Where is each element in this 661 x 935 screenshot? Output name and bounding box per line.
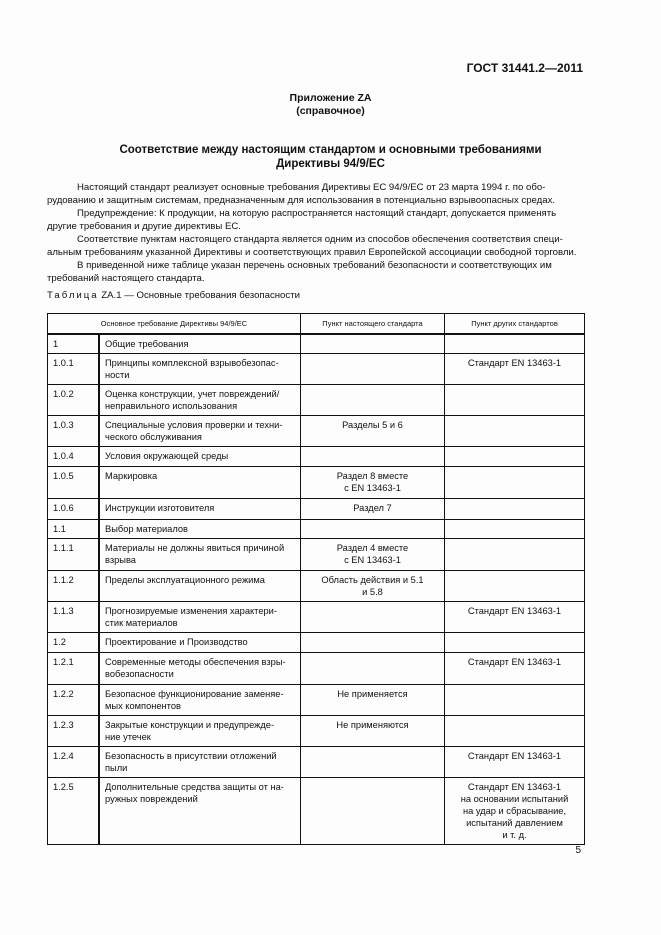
row-number: 1.2.3 [48, 716, 100, 747]
table-row [48, 385, 585, 416]
table-row [48, 778, 585, 845]
table-row [48, 747, 585, 778]
row-number: 1.0.3 [48, 416, 100, 447]
header-directive: Основное требование Директивы 94/9/ЕС [48, 314, 301, 335]
requirement-text: Пределы эксплуатационного режима [99, 571, 301, 602]
requirement-text: Закрытые конструкции и предупрежде- ние утечек [99, 716, 301, 747]
table-row [48, 716, 585, 747]
other-standards [445, 539, 585, 571]
requirement-text: Безопасность в присутствии отложений пыли [99, 747, 301, 778]
other-standards: Стандарт EN 13463-1 [445, 602, 585, 633]
standard-clause [301, 653, 445, 685]
annex-name: Приложение ZA [289, 92, 372, 104]
table-row [48, 633, 585, 653]
standard-clause: Раздел 7 [301, 499, 445, 520]
table-row [48, 520, 585, 539]
requirements-table [47, 313, 585, 845]
table-row [48, 602, 585, 633]
table-row [48, 571, 585, 602]
other-standards [445, 633, 585, 653]
table-caption [47, 290, 300, 301]
annex-title [0, 143, 661, 171]
row-number: 1.1.2 [48, 571, 100, 602]
paragraph: Соответствие пунктам настоящего стандарта является одним из способов обеспечения соответствия специ- альным требованиям указанной Директивы и соответствующих правил Европейской ассоциации свободной торговли. [47, 234, 577, 258]
annex-type: (справочное) [296, 105, 365, 117]
title-line-2: Директивы 94/9/ЕС [276, 158, 385, 170]
row-number: 1.2.4 [48, 747, 100, 778]
other-standards [445, 520, 585, 539]
table-row [48, 467, 585, 499]
standard-clause: Раздел 4 вместе с EN 13463-1 [301, 539, 445, 571]
table-row [48, 653, 585, 685]
requirement-text: Выбор материалов [99, 520, 301, 539]
paragraph: Предупреждение: К продукции, на которую распространяется настоящий стандарт, допускается применять другие требования и другие директивы ЕС. [47, 208, 557, 232]
standard-clause [301, 633, 445, 653]
requirement-text: Материалы не должны явиться причиной взрыва [99, 539, 301, 571]
header-clause: Пункт настоящего стандарта [301, 314, 445, 335]
paragraph: Настоящий стандарт реализует основные требования Директивы ЕС 94/9/ЕС от 23 марта 1994 г. по обо- рудованию и защитным системам, предназначенным для использования в потенциально взрывоопасных средах. [47, 182, 556, 206]
table-row [48, 354, 585, 385]
other-standards [445, 385, 585, 416]
other-standards: Стандарт EN 13463-1 [445, 354, 585, 385]
other-standards [445, 416, 585, 447]
requirement-text: Принципы комплексной взрывобезопас- ности [99, 354, 301, 385]
table-row [48, 539, 585, 571]
other-standards [445, 447, 585, 467]
annex-heading [0, 92, 661, 118]
standard-clause [301, 354, 445, 385]
requirement-text: Современные методы обеспечения взры- вобезопасности [99, 653, 301, 685]
paragraph: В приведенной ниже таблице указан перечень основных требований безопасности и соответствующих им требований настоящего стандарта. [47, 260, 552, 284]
requirement-text: Общие требования [99, 334, 301, 354]
standard-clause [301, 385, 445, 416]
other-standards [445, 685, 585, 716]
page-number: 5 [575, 845, 581, 856]
row-number: 1.0.4 [48, 447, 100, 467]
row-number: 1.0.2 [48, 385, 100, 416]
requirement-text: Прогнозируемые изменения характери- стик материалов [99, 602, 301, 633]
standard-clause: Разделы 5 и 6 [301, 416, 445, 447]
standard-clause: Не применяются [301, 716, 445, 747]
requirement-text: Дополнительные средства защиты от на- ружных повреждений [99, 778, 301, 845]
standard-clause: Раздел 8 вместе с EN 13463-1 [301, 467, 445, 499]
other-standards: Стандарт EN 13463-1 [445, 653, 585, 685]
row-number: 1.0.6 [48, 499, 100, 520]
other-standards [445, 499, 585, 520]
row-number: 1.2.2 [48, 685, 100, 716]
table-row [48, 447, 585, 467]
table-header-row [48, 314, 585, 335]
row-number: 1.2.1 [48, 653, 100, 685]
table-caption-text: ZA.1 — Основные требования безопасности [101, 290, 300, 301]
table-row [48, 334, 585, 354]
row-number: 1.2 [48, 633, 100, 653]
requirement-text: Оценка конструкции, учет повреждений/ неправильного использования [99, 385, 301, 416]
standard-clause [301, 747, 445, 778]
other-standards: Стандарт EN 13463-1 на основании испытаний на удар и сбрасывание, испытаний давлением и т. д. [445, 778, 585, 845]
standard-clause [301, 602, 445, 633]
title-line-1: Соответствие между настоящим стандартом и основными требованиями [119, 144, 542, 156]
standard-clause [301, 334, 445, 354]
row-number: 1.1.3 [48, 602, 100, 633]
standard-clause [301, 778, 445, 845]
requirement-text: Безопасное функционирование заменяе- мых компонентов [99, 685, 301, 716]
requirement-text: Условия окружающей среды [99, 447, 301, 467]
standard-clause [301, 447, 445, 467]
requirement-text: Маркировка [99, 467, 301, 499]
row-number: 1 [48, 334, 100, 354]
other-standards [445, 334, 585, 354]
requirement-text: Специальные условия проверки и техни- ческого обслуживания [99, 416, 301, 447]
standard-clause: Не применяется [301, 685, 445, 716]
row-number: 1.1.1 [48, 539, 100, 571]
other-standards [445, 467, 585, 499]
standard-clause: Область действия и 5.1 и 5.8 [301, 571, 445, 602]
row-number: 1.2.5 [48, 778, 100, 845]
row-number: 1.0.5 [48, 467, 100, 499]
row-number: 1.1 [48, 520, 100, 539]
standard-clause [301, 520, 445, 539]
requirement-text: Инструкции изготовителя [99, 499, 301, 520]
other-standards: Стандарт EN 13463-1 [445, 747, 585, 778]
row-number: 1.0.1 [48, 354, 100, 385]
other-standards [445, 716, 585, 747]
body-text [47, 181, 584, 285]
document-id: ГОСТ 31441.2—2011 [466, 61, 583, 75]
table-caption-label: Таблица [47, 290, 99, 301]
table-row [48, 416, 585, 447]
requirement-text: Проектирование и Производство [99, 633, 301, 653]
table-row [48, 499, 585, 520]
table-row [48, 685, 585, 716]
header-other: Пункт других стандартов [445, 314, 585, 335]
other-standards [445, 571, 585, 602]
